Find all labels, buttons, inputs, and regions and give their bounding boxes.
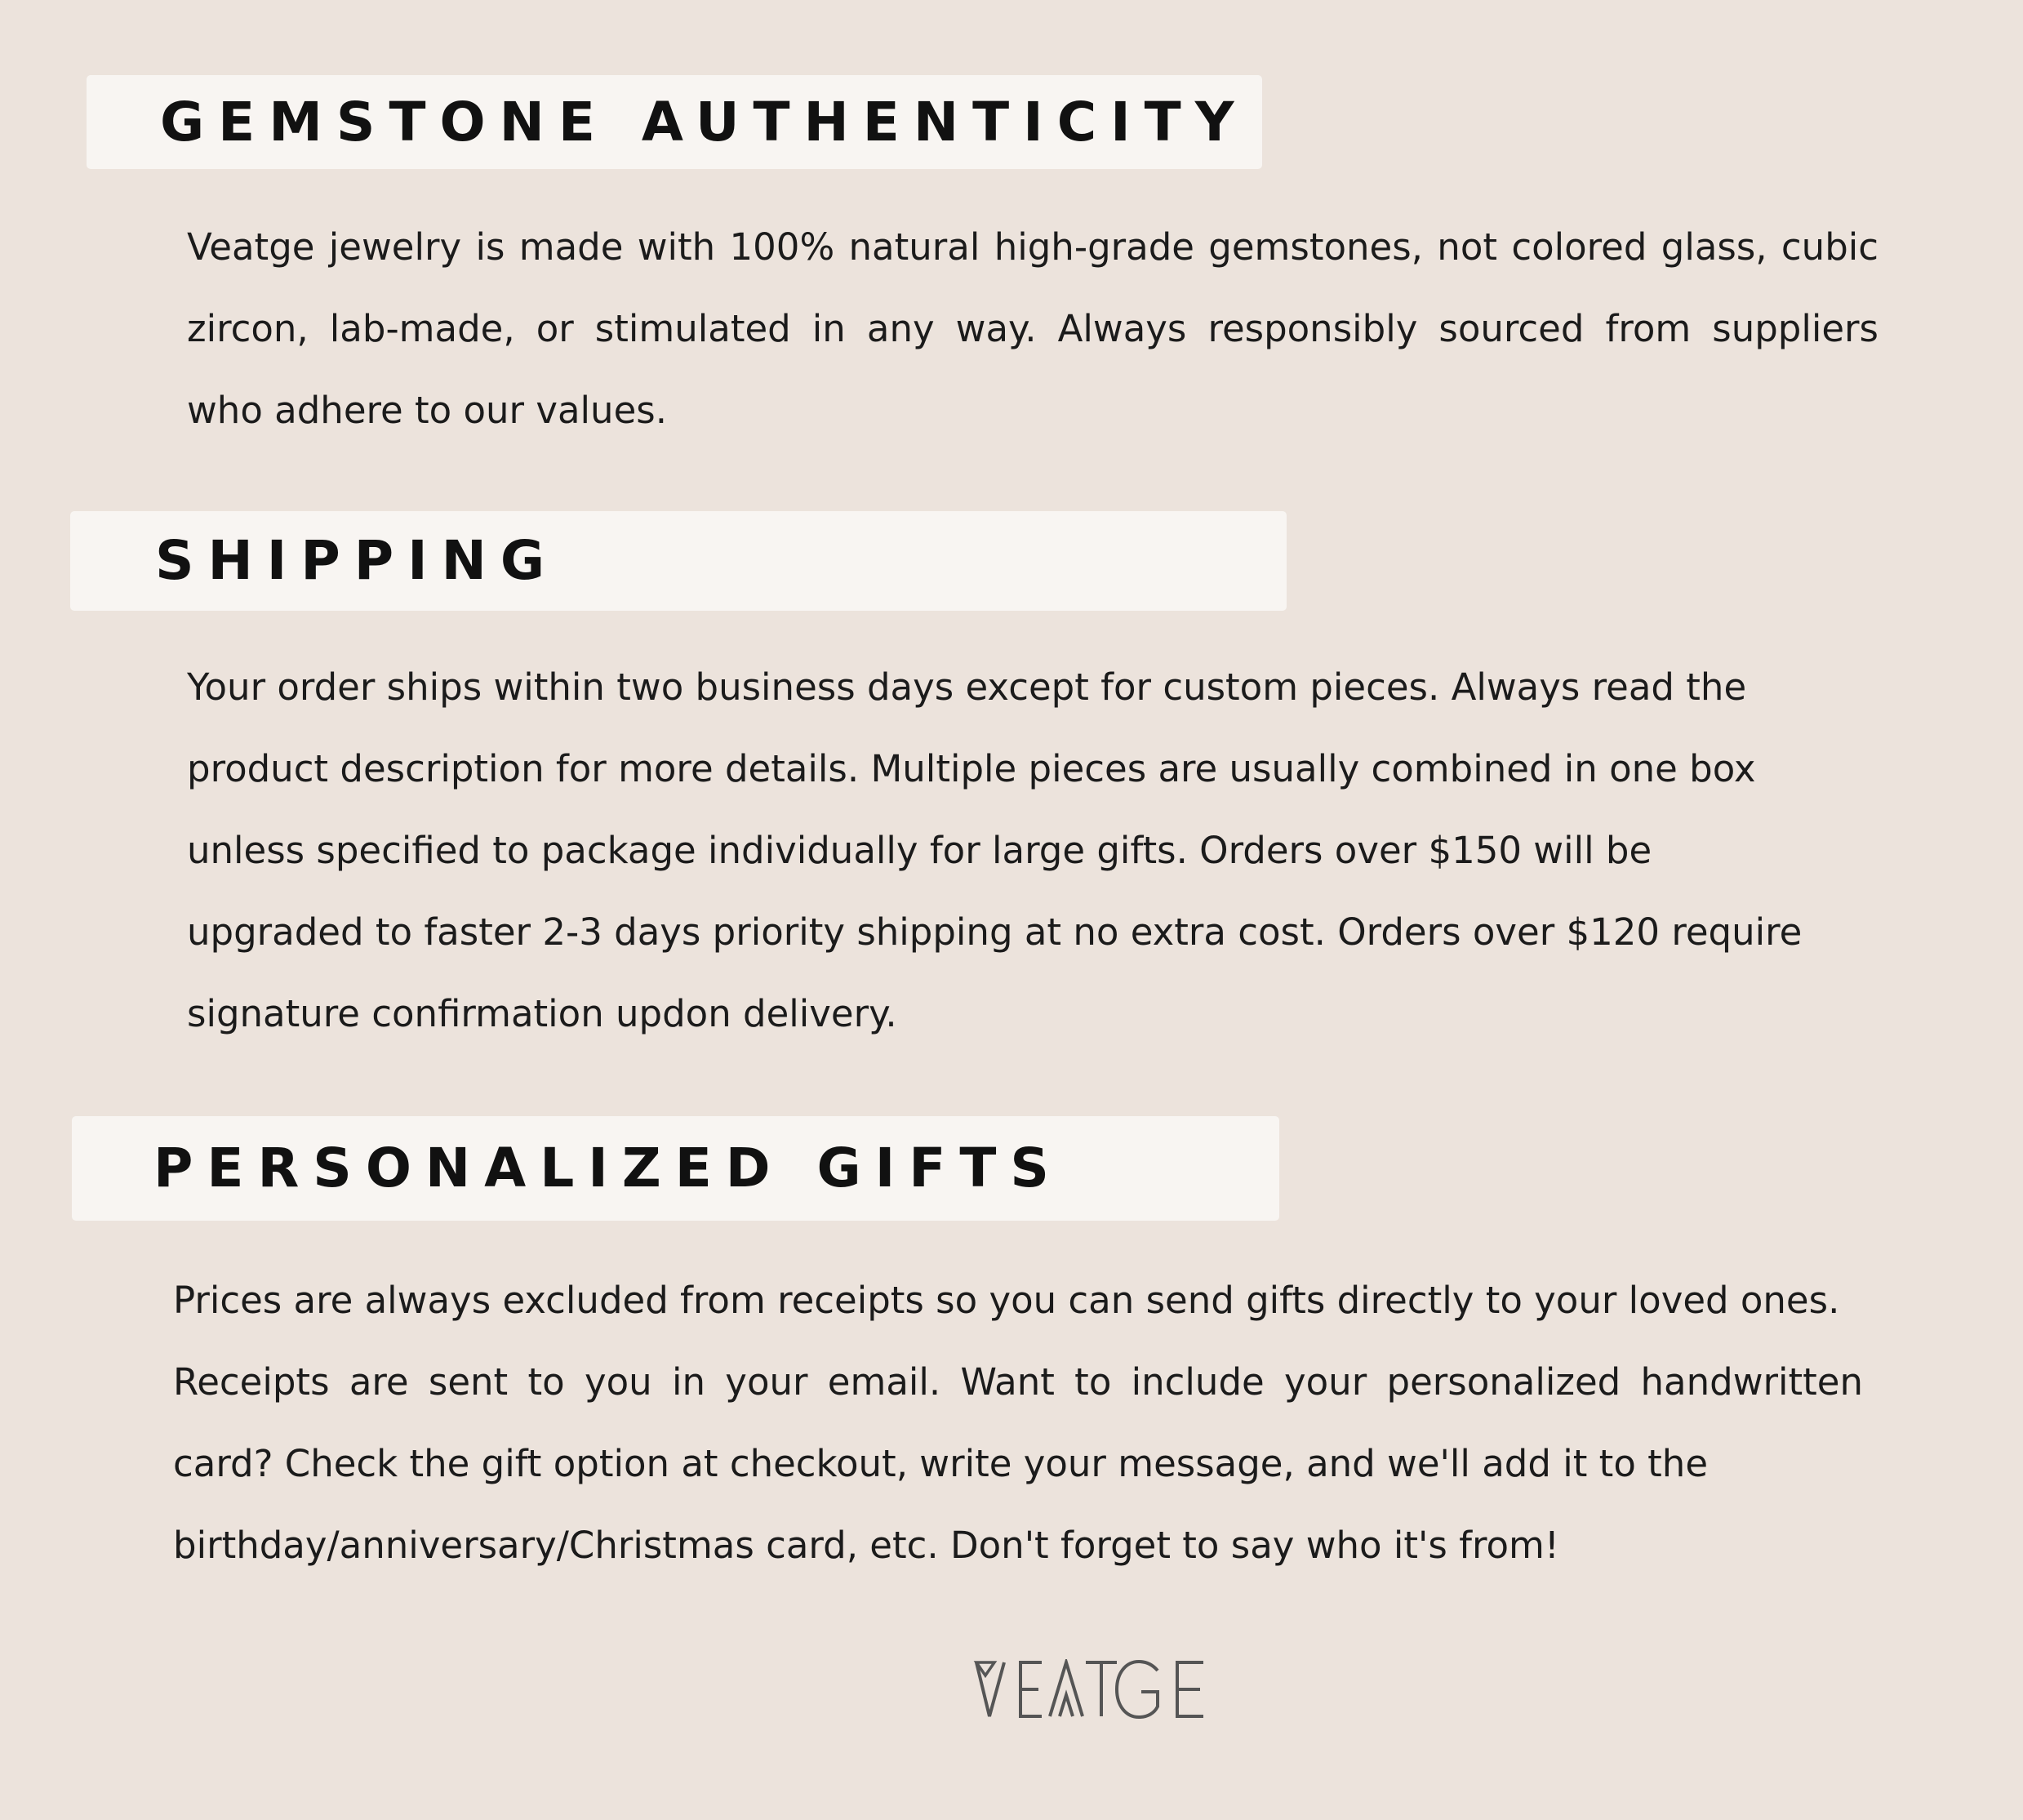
section-heading-box-gemstone (87, 75, 1262, 169)
body-line: Receipts are sent to you in your email. Want to include your personalized handwritten (173, 1360, 1863, 1404)
body-line: Veatge jewelry is made with 100% natural high-grade gemstones, not colored glass, cubic (187, 225, 1878, 269)
body-line: birthday/anniversary/Christmas card, etc. Don't forget to say who it's from! (173, 1524, 1559, 1567)
body-line: who adhere to our values. (187, 389, 668, 432)
section-body-shipping (187, 647, 1878, 1055)
veatge-logo (971, 1659, 1216, 1720)
body-line: Your order ships within two business days except for custom pieces. Always read the (187, 665, 1747, 709)
section-heading-box-shipping (70, 511, 1287, 611)
body-line: zircon, lab-made, or stimulated in any way. Always responsibly sourced from suppliers (187, 307, 1878, 350)
body-line: product description for more details. Multiple pieces are usually combined in one box (187, 747, 1756, 790)
section-heading-shipping: SHIPPING (155, 529, 559, 592)
body-line: unless specified to package individually for large gifts. Orders over $150 will be (187, 829, 1652, 872)
body-line: card? Check the gift option at checkout, write your message, and we'll add it to the (173, 1442, 1709, 1485)
body-line: signature confirmation updon delivery. (187, 992, 897, 1035)
body-line: Prices are always excluded from receipts so you can send gifts directly to your loved ones. (173, 1279, 1840, 1322)
section-body-gifts (173, 1260, 1863, 1586)
body-line: upgraded to faster 2-3 days priority shipping at no extra cost. Orders over $120 require (187, 910, 1803, 954)
section-heading-box-gifts (72, 1116, 1279, 1221)
section-heading-personalized-gifts: PERSONALIZED GIFTS (153, 1137, 1063, 1199)
section-body-gemstone (187, 207, 1878, 452)
section-heading-gemstone-authenticity: GEMSTONE AUTHENTICITY (160, 90, 1248, 154)
